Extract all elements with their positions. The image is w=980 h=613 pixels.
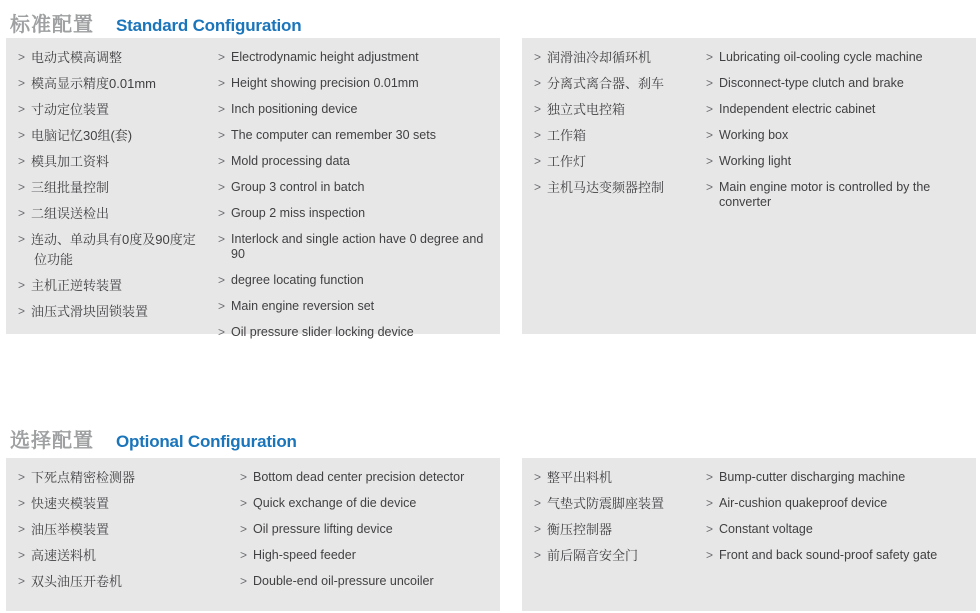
list-item: [18, 154, 206, 169]
list-item-label: Bottom dead center precision detector: [253, 470, 465, 484]
marker-icon: >: [534, 50, 542, 64]
marker-icon: >: [706, 548, 714, 562]
list-item-label: 工作灯: [547, 154, 587, 169]
list-item: [534, 522, 694, 537]
list-item: [534, 496, 694, 511]
list-item: [534, 548, 694, 563]
list-item-label: 模具加工资料: [31, 154, 110, 169]
list-item: [706, 470, 968, 485]
list-item-label: Independent electric cabinet: [719, 102, 876, 116]
marker-icon: >: [240, 548, 248, 562]
marker-icon: >: [706, 180, 714, 194]
list-item: [240, 574, 492, 589]
list-item: [706, 180, 968, 210]
marker-icon: >: [706, 102, 714, 116]
list-item-label: 下死点精密检测器: [31, 470, 136, 485]
list-item: [18, 496, 228, 511]
marker-icon: >: [706, 470, 714, 484]
marker-icon: >: [534, 496, 542, 510]
marker-icon: >: [218, 50, 226, 64]
list-item-label: degree locating function: [231, 273, 364, 287]
list-item-label: 主机马达变频器控制: [547, 180, 665, 195]
list-item-label: Mold processing data: [231, 154, 350, 168]
english-items-column: [214, 50, 500, 339]
marker-icon: >: [218, 232, 226, 246]
list-item-label: Working light: [719, 154, 792, 168]
marker-icon: >: [240, 522, 248, 536]
marker-icon: >: [534, 522, 542, 536]
marker-icon: >: [18, 232, 26, 246]
list-item-label: Air-cushion quakeproof device: [719, 496, 888, 510]
list-item-label: 主机正逆转装置: [31, 278, 123, 293]
marker-icon: >: [534, 128, 542, 142]
list-item: [218, 76, 492, 91]
list-item-label: Double-end oil-pressure uncoiler: [253, 574, 434, 588]
chinese-items-column: [6, 50, 214, 324]
list-item: [218, 180, 492, 195]
list-item-label: Electrodynamic height adjustment: [231, 50, 419, 64]
list-item: [18, 50, 206, 65]
marker-icon: >: [534, 154, 542, 168]
list-item: [18, 522, 228, 537]
marker-icon: >: [18, 304, 26, 318]
chinese-items-column: [522, 470, 702, 601]
list-item-label: High-speed feeder: [253, 548, 356, 562]
list-item: [240, 470, 492, 485]
marker-icon: >: [18, 470, 26, 484]
list-item-label: 连动、单动具有0度及90度定: [31, 232, 196, 247]
list-item: [18, 470, 228, 485]
marker-icon: >: [18, 522, 26, 536]
marker-icon: >: [218, 128, 226, 142]
list-item: [534, 470, 694, 485]
english-items-column: [702, 470, 976, 601]
marker-icon: >: [218, 325, 226, 339]
standard-config-left-panel: [6, 38, 500, 339]
list-item: [534, 50, 694, 65]
heading-chinese: 标准配置: [10, 14, 94, 36]
marker-icon: >: [534, 548, 542, 562]
list-item: [18, 574, 228, 589]
marker-icon: >: [706, 154, 714, 168]
list-item: [240, 496, 492, 511]
chinese-items-column: [522, 50, 702, 324]
marker-icon: >: [18, 574, 26, 588]
heading-english: Standard Configuration: [116, 16, 302, 35]
marker-icon: >: [18, 206, 26, 220]
list-item: [18, 232, 206, 247]
marker-icon: >: [18, 128, 26, 142]
list-item: [218, 325, 492, 340]
marker-icon: >: [218, 206, 226, 220]
list-item-label: 润滑油冷却循环机: [547, 50, 652, 65]
list-item-label: Disconnect-type clutch and brake: [719, 76, 904, 90]
list-item-label: 油压式滑块固锁装置: [31, 304, 149, 319]
list-item-label: Oil pressure slider locking device: [231, 325, 414, 339]
marker-icon: >: [18, 102, 26, 116]
list-item: [18, 304, 206, 319]
list-item-label: 高速送料机: [31, 548, 97, 563]
list-item-label: 前后隔音安全门: [547, 548, 639, 563]
list-item: [218, 206, 492, 221]
heading-chinese: 选择配置: [10, 430, 94, 452]
list-item: [706, 76, 968, 91]
marker-icon: >: [706, 128, 714, 142]
list-item-label: Bump-cutter discharging machine: [719, 470, 906, 484]
list-item: [218, 299, 492, 314]
list-item-label: 衡压控制器: [547, 522, 613, 537]
list-item: [218, 232, 492, 262]
marker-icon: >: [18, 50, 26, 64]
marker-icon: >: [240, 470, 248, 484]
list-item-label: Oil pressure lifting device: [253, 522, 393, 536]
list-item-label: 分离式离合器、刹车: [547, 76, 665, 91]
optional-configuration-heading: [10, 424, 297, 453]
list-item-label: 工作箱: [547, 128, 587, 143]
list-item-label: 寸动定位装置: [31, 102, 110, 117]
list-item-label: Lubricating oil-cooling cycle machine: [719, 50, 923, 64]
optional-config-right-panel: [522, 458, 976, 611]
list-item-label: Working box: [719, 128, 789, 142]
list-item-label: Group 2 miss inspection: [231, 206, 366, 220]
heading-english: Optional Configuration: [116, 432, 297, 451]
list-item: [18, 278, 206, 293]
list-item: [18, 206, 206, 221]
list-item: [218, 50, 492, 65]
list-item-label: Main engine motor is controlled by the converter: [719, 180, 931, 209]
marker-icon: >: [534, 180, 542, 194]
list-item-label: Quick exchange of die device: [253, 496, 417, 510]
marker-icon: >: [218, 180, 226, 194]
list-item-label: Height showing precision 0.01mm: [231, 76, 419, 90]
marker-icon: >: [240, 574, 248, 588]
list-item: [218, 154, 492, 169]
list-item-label: 三组批量控制: [31, 180, 110, 195]
list-item-label: 位功能: [34, 252, 74, 267]
marker-icon: >: [218, 273, 226, 287]
standard-config-right-panel: [522, 38, 976, 334]
list-item-label: Interlock and single action have 0 degree and 90: [231, 232, 484, 261]
list-item: [18, 102, 206, 117]
list-item: [706, 548, 968, 563]
list-item-label: 电动式模高调整: [31, 50, 123, 65]
marker-icon: >: [706, 522, 714, 536]
marker-icon: >: [534, 76, 542, 90]
list-item-label: Group 3 control in batch: [231, 180, 365, 194]
standard-configuration-heading: [10, 8, 301, 37]
list-item: [18, 128, 206, 143]
list-item: [534, 180, 694, 195]
list-item-label: 气垫式防震脚座装置: [547, 496, 665, 511]
list-item: [706, 102, 968, 117]
list-item: [534, 128, 694, 143]
list-item-label: Main engine reversion set: [231, 299, 375, 313]
list-item: [534, 76, 694, 91]
list-item: [218, 102, 492, 117]
list-item-continuation: [18, 252, 206, 267]
marker-icon: >: [18, 278, 26, 292]
list-item: [240, 548, 492, 563]
list-item: [534, 154, 694, 169]
marker-icon: >: [706, 50, 714, 64]
chinese-items-column: [6, 470, 236, 601]
list-item-label: The computer can remember 30 sets: [231, 128, 436, 142]
list-item: [706, 522, 968, 537]
optional-config-left-panel: [6, 458, 500, 611]
list-item: [218, 128, 492, 143]
marker-icon: >: [218, 299, 226, 313]
marker-icon: >: [534, 470, 542, 484]
list-item: [706, 50, 968, 65]
english-items-column: [702, 50, 976, 324]
marker-icon: >: [18, 76, 26, 90]
list-item-label: Inch positioning device: [231, 102, 358, 116]
list-item-label: Constant voltage: [719, 522, 813, 536]
list-item-label: 电脑记忆30组(套): [31, 128, 133, 143]
list-item-label: 整平出料机: [547, 470, 613, 485]
marker-icon: >: [18, 548, 26, 562]
marker-icon: >: [240, 496, 248, 510]
list-item: [218, 273, 492, 288]
list-item: [240, 522, 492, 537]
marker-icon: >: [218, 76, 226, 90]
marker-icon: >: [18, 180, 26, 194]
list-item-label: Front and back sound-proof safety gate: [719, 548, 938, 562]
list-item: [18, 76, 206, 91]
marker-icon: >: [534, 102, 542, 116]
list-item: [706, 154, 968, 169]
marker-icon: >: [218, 154, 226, 168]
list-item-label: 独立式电控箱: [547, 102, 626, 117]
marker-icon: >: [18, 154, 26, 168]
list-item: [18, 548, 228, 563]
list-item-label: 模高显示精度0.01mm: [31, 76, 156, 91]
marker-icon: >: [706, 496, 714, 510]
list-item-label: 快速夹模装置: [31, 496, 110, 511]
marker-icon: >: [18, 496, 26, 510]
list-item: [706, 128, 968, 143]
list-item-label: 油压举模装置: [31, 522, 110, 537]
list-item: [534, 102, 694, 117]
marker-icon: >: [218, 102, 226, 116]
marker-icon: >: [706, 76, 714, 90]
list-item-label: 二组误送检出: [31, 206, 110, 221]
english-items-column: [236, 470, 500, 601]
list-item-label: 双头油压开卷机: [31, 574, 123, 589]
list-item: [706, 496, 968, 511]
list-item: [18, 180, 206, 195]
